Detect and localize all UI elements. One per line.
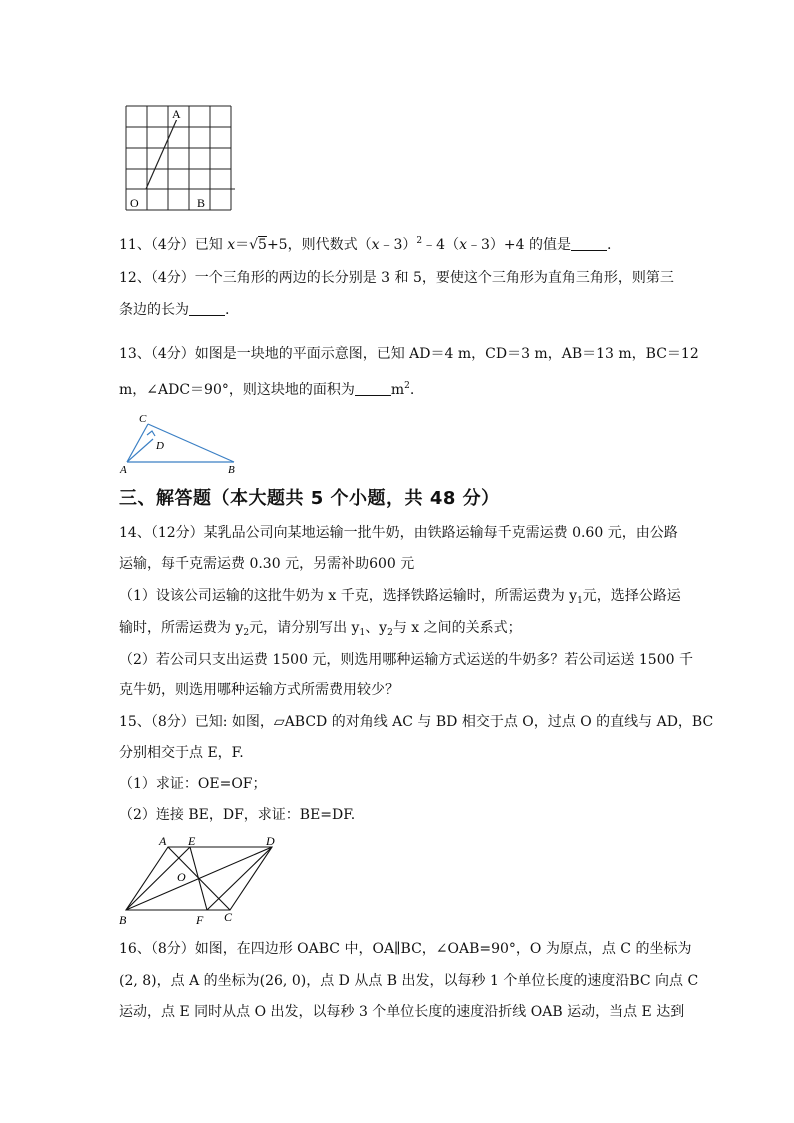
answer-blank [571,236,607,251]
question-16-line2: (2, 8)，点 A 的坐标为(26, 0)，点 D 从点 B 出发，以每秒 1 个单位长度的速度沿BC 向点 C [119,973,699,989]
question-13-line1: 13、（4分）如图是一块地的平面示意图，已知 AD＝4 m，CD＝3 m，AB＝13 m，BC＝12 [119,346,699,362]
question-14-part2-line2: 克牛奶，则选用哪种运输方式所需费用较少？ [119,682,399,698]
point-a-label: A [172,107,181,121]
question-13-line2: m，∠ADC＝90°，则这块地的面积为 $m^2$. [119,381,415,398]
point-a-label: A [120,464,127,474]
question-14-part1-line1: （1）设该公司运输的这批牛奶为 x 千克，选择铁路运输时，所需运费为 $y_1$元，选择公路运 [119,588,681,606]
question-15-part2: （2）连接 BE，DF，求证：BE=DF. [119,807,356,823]
question-14-line1: 14、（12分）某乳品公司向某地运输一批牛奶，由铁路运输每千克需运费 0.60 元，由公路 [119,525,678,541]
answer-blank [189,301,225,316]
question-14-part1-line2: 输时，所需运费为 $y_2$元，请分别写出 $y_1$、$y_2$与 x 之间的关系式； [119,620,522,638]
point-c-label: C [139,413,147,425]
question-12-line2: 条边的长为 . [119,302,230,318]
point-d-label: D [266,834,275,848]
point-d-label: D [156,440,164,452]
section-heading: 三、解答题（本大题共 5 个小题，共 48 分） [119,488,500,509]
point-b-label: B [228,464,235,474]
question-11: 11、（4分）已知 x＝√5+5，则代数式（x﹣3）$^2$﹣4（x﹣3）+4 的值是 . [119,236,612,253]
point-e-label: E [188,834,196,848]
question-15-part1: （1）求证：OE=OF； [119,776,267,792]
question-16-line1: 16、（8分）如图，在四边形 OABC 中，OA∥BC，∠OAB=90°，O 为原点，点 C 的坐标为 [119,941,692,957]
point-a-label: A [159,834,167,848]
point-o-label: O [177,870,186,884]
point-o-label: O [130,196,139,210]
point-f-label: F [196,913,204,926]
question-12-line1: 12、（4分）一个三角形的两边的长分别是 3 和 5，要使这个三角形为直角三角形，则第三 [119,270,674,286]
point-c-label: C [224,910,233,924]
triangle-figure [116,410,246,474]
question-15-line1: 15、（8分）已知: 如图，▱ABCD 的对角线 AC 与 BD 相交于点 O，过点 O 的直线与 AD，BC [119,714,714,730]
point-b-label: B [119,913,127,926]
sqrt-symbol: √5 [249,237,267,253]
grid-figure [118,100,238,212]
question-14-line2: 运输，每千克需运费 0.30 元，另需补助600 元 [119,556,415,572]
question-16-line3: 运动，点 E 同时从点 O 出发，以每秒 3 个单位长度的速度沿折线 OAB 运动，当点 E 达到 [119,1004,685,1020]
answer-blank [355,381,391,396]
question-14-part2-line1: （2）若公司只支出运费 1500 元，则选用哪种运输方式运送的牛奶多？若公司运送 1500 千 [119,652,693,668]
point-b-label: B [197,196,206,210]
parallelogram-figure [116,832,286,926]
question-15-line2: 分别相交于点 E，F. [119,745,244,761]
